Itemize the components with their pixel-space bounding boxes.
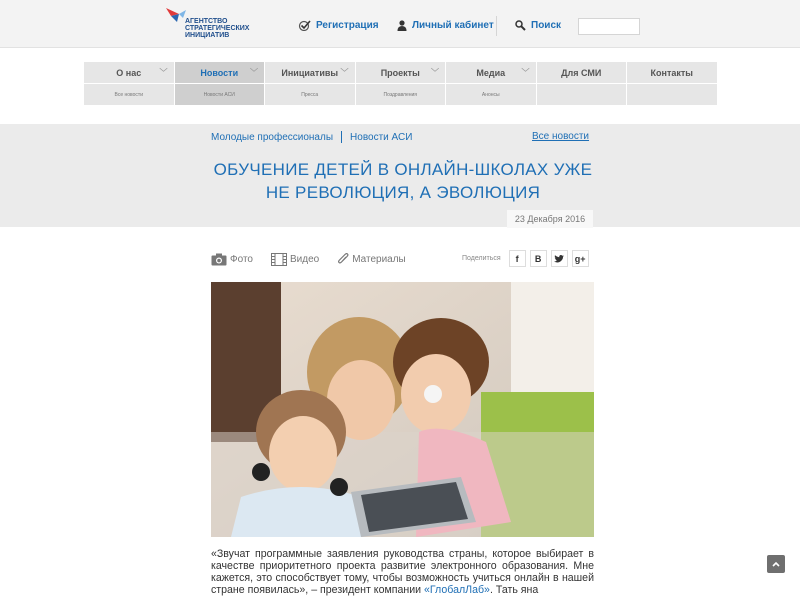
body-text: . Тать яна (489, 584, 539, 596)
video-label: Видео (289, 253, 320, 265)
breadcrumb-item[interactable]: Молодые профессионалы (211, 131, 334, 143)
cabinet-label: Личный кабинет (412, 20, 494, 31)
share-label: Поделиться (462, 255, 501, 262)
family-tablet-photo (211, 282, 594, 537)
divider (496, 16, 497, 36)
search-icon (515, 20, 526, 31)
vk-share-button[interactable]: B (530, 250, 547, 267)
video-tab[interactable] (271, 253, 319, 266)
subnav-item[interactable]: Анонсы (446, 84, 536, 105)
nav-label: О нас (116, 67, 142, 78)
nav-item-press[interactable] (537, 62, 627, 83)
photo-label: Фото (230, 253, 253, 265)
googleplus-share-button[interactable]: g+ (572, 250, 589, 267)
nav-label: Для СМИ (561, 67, 602, 78)
nav-label: Инициативы (281, 67, 339, 78)
chevron-down-icon: ﹀ (159, 68, 168, 77)
chevron-down-icon: ﹀ (340, 68, 349, 77)
register-link[interactable] (298, 20, 379, 31)
twitter-icon (554, 255, 564, 263)
nav-item-projects[interactable] (356, 62, 446, 83)
search-input[interactable] (578, 18, 640, 35)
share-bar (462, 250, 589, 267)
subnav-item[interactable]: Пресса (265, 84, 355, 105)
facebook-share-button[interactable]: f (509, 250, 526, 267)
logo-icon (165, 6, 187, 24)
main-nav (84, 62, 718, 105)
checkmark-icon (298, 20, 311, 31)
twitter-share-button[interactable] (551, 250, 568, 267)
cabinet-link[interactable] (397, 20, 494, 31)
chevron-down-icon: ﹀ (250, 68, 258, 77)
scroll-to-top-button[interactable] (767, 555, 785, 573)
nav-item-news[interactable] (175, 62, 265, 83)
subnav-item[interactable]: Поздравления (356, 84, 446, 105)
subnav-item (537, 84, 627, 105)
film-icon (271, 253, 287, 266)
nav-label: Проекты (380, 67, 420, 78)
nav-item-contacts[interactable] (627, 62, 717, 83)
subnav-item[interactable]: Новости АСИ (175, 84, 265, 105)
logo-text: АГЕНТСТВО СТРАТЕГИЧЕСКИХ ИНИЦИАТИВ (185, 18, 250, 39)
article-photo (211, 282, 594, 537)
paperclip-icon (337, 252, 349, 266)
subnav-item (627, 84, 717, 105)
search-label: Поиск (531, 20, 562, 31)
nav-label: Контакты (650, 67, 693, 78)
nav-label: Новости (200, 67, 239, 78)
company-link[interactable]: «ГлобалЛаб» (424, 584, 490, 596)
breadcrumb (211, 131, 412, 143)
nav-label: Медиа (476, 67, 506, 78)
search-link[interactable] (515, 20, 561, 31)
header (0, 0, 800, 48)
subnav-item[interactable]: Все новости (84, 84, 174, 105)
register-label: Регистрация (316, 20, 379, 31)
breadcrumb-separator (341, 131, 342, 143)
photo-tab[interactable] (211, 253, 253, 266)
chevron-up-icon (772, 561, 780, 567)
nav-item-about[interactable] (84, 62, 174, 83)
logo[interactable] (165, 6, 255, 42)
nav-item-media[interactable] (446, 62, 536, 83)
article-title: ОБУЧЕНИЕ ДЕТЕЙ В ОНЛАЙН-ШКОЛАХ УЖЕ НЕ РЕВОЛЮЦИЯ, А ЭВОЛЮЦИЯ (213, 160, 593, 202)
media-tabs (211, 252, 406, 266)
article-date: 23 Декабря 2016 (507, 210, 593, 228)
body-text: «Звучат программные заявления руководства страны, которое выбирает в качестве приоритетного проекта развитие электронного образования. Мне кажется, это способствует тому, чтобы возможность учиться онлайн в нашей стране появилась», – президент компании (211, 548, 594, 596)
camera-icon (211, 253, 227, 266)
materials-label: Материалы (352, 253, 406, 265)
breadcrumb-item[interactable]: Новости АСИ (350, 131, 413, 143)
user-icon (397, 20, 407, 31)
materials-tab[interactable] (337, 252, 406, 266)
nav-item-initiatives[interactable] (265, 62, 355, 83)
all-news-link[interactable]: Все новости (532, 131, 590, 142)
chevron-down-icon: ﹀ (431, 68, 439, 77)
chevron-down-icon: ﹀ (521, 68, 530, 77)
